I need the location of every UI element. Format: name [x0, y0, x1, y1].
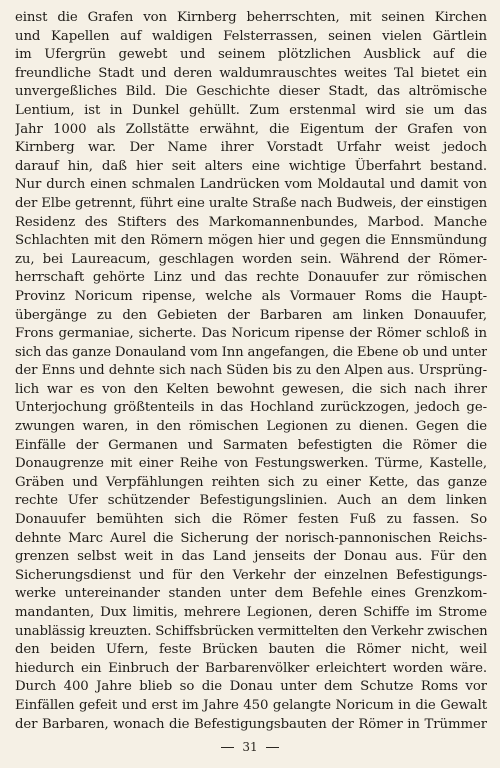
- folio-dash-left: [221, 747, 234, 748]
- text-line: zu, bei Laureacum, geschlagen worden sein. Während der Römer-: [15, 251, 487, 267]
- text-line: mandanten, Dux limitis, mehrere Legionen, deren Schiffe im Strome: [15, 605, 487, 620]
- text-line: Sicherungsdienst und für den Verkehr der einzelnen Befestigungs-: [15, 567, 487, 583]
- page-number: 31: [242, 740, 258, 754]
- text-line: übergänge zu den Gebieten der Barbaren am linken Donauufer,: [15, 307, 487, 323]
- text-line: der Barbaren, wonach die Befestigungsbauten der Römer in Trümmer: [15, 716, 487, 732]
- text-line: Einfällen gefeit und erst im Jahre 450 gelangte Noricum in die Gewalt: [15, 697, 487, 713]
- folio-dash-right: [266, 747, 279, 748]
- page-number-footer: [0, 740, 500, 754]
- text-line: Nur durch einen schmalen Landrücken vom Moldautal und damit von: [15, 177, 487, 193]
- text-line: einst die Grafen von Kirnberg beherrschten, mit seinen Kirchen: [15, 10, 487, 25]
- text-line: und Kapellen auf waldigen Felsterrassen, seinen vielen Gärtlein: [15, 28, 487, 44]
- text-line: darauf hin, daß hier seit alters eine wichtige Überfahrt bestand.: [15, 158, 487, 174]
- text-line: Donauufer bemühten sich die Römer festen Fuß zu fassen. So: [15, 512, 487, 528]
- text-line: herrschaft gehörte Linz und das rechte Donauufer zur römischen: [15, 270, 487, 286]
- text-line: Provinz Noricum ripense, welche als Vormauer Roms die Haupt-: [15, 288, 487, 304]
- text-line: der Enns und dehnte sich nach Süden bis zu den Alpen aus. Ursprüng-: [15, 363, 487, 379]
- text-line: Gräben und Verpfählungen reihten sich zu einer Kette, das ganze: [15, 474, 487, 490]
- text-line: Unterjochung größtenteils in das Hochland zurückzogen, jedoch ge-: [15, 400, 487, 416]
- text-line: Frons germaniae, sicherte. Das Noricum ripense der Römer schloß in: [15, 326, 487, 342]
- text-line: hiedurch ein Einbruch der Barbarenvölker erleichtert worden wäre.: [15, 660, 487, 676]
- text-line: unvergeßliches Bild. Die Geschichte dieser Stadt, das altrömische: [15, 84, 487, 100]
- text-line: Einfälle der Germanen und Sarmaten befestigten die Römer die: [15, 437, 487, 453]
- text-line: Schlachten mit den Römern mögen hier und gegen die Ennsmündung: [15, 233, 487, 249]
- text-line: der Elbe getrennt, führt eine uralte Straße nach Budweis, der einstigen: [15, 195, 487, 211]
- body-text: [15, 9, 487, 734]
- text-line: Lentium, ist in Dunkel gehüllt. Zum erstenmal wird sie um das: [15, 102, 487, 118]
- text-line: grenzen selbst weit in das Land jenseits der Donau aus. Für den: [15, 549, 487, 565]
- text-line: Jahr 1000 als Zollstätte erwähnt, die Eigentum der Grafen von: [15, 121, 487, 137]
- text-line: freundliche Stadt und deren waldumrauschtes weites Tal bietet ein: [15, 65, 487, 81]
- text-line: sich das ganze Donauland vom Inn angefangen, die Ebene ob und unter: [15, 344, 487, 360]
- text-line: zwungen waren, in den römischen Legionen zu dienen. Gegen die: [15, 419, 487, 435]
- text-line: dehnte Marc Aurel die Sicherung der norisch-pannonischen Reichs-: [15, 530, 487, 546]
- text-line: Kirnberg war. Der Name ihrer Vorstadt Urfahr weist jedoch: [15, 140, 487, 156]
- text-line: im Ufergrün gewebt und seinem plötzlichen Ausblick auf die: [15, 47, 487, 63]
- text-line: lich war es von den Kelten bewohnt gewesen, die sich nach ihrer: [15, 381, 487, 397]
- text-line: werke untereinander standen unter dem Befehle eines Grenzkom-: [15, 586, 487, 602]
- text-line: rechte Ufer schützender Befestigungslinien. Auch an dem linken: [15, 493, 487, 509]
- text-line: unablässig kreuzten. Schiffsbrücken vermittelten den Verkehr zwischen: [15, 623, 487, 639]
- text-line: Durch 400 Jahre blieb so die Donau unter dem Schutze Roms vor: [15, 679, 487, 695]
- text-line: den beiden Ufern, feste Brücken bauten die Römer nicht, weil: [15, 642, 487, 658]
- text-line: Residenz des Stifters des Markomannenbundes, Marbod. Manche: [15, 214, 487, 230]
- text-line: Donaugrenze mit einer Reihe von Festungswerken. Türme, Kastelle,: [15, 456, 487, 472]
